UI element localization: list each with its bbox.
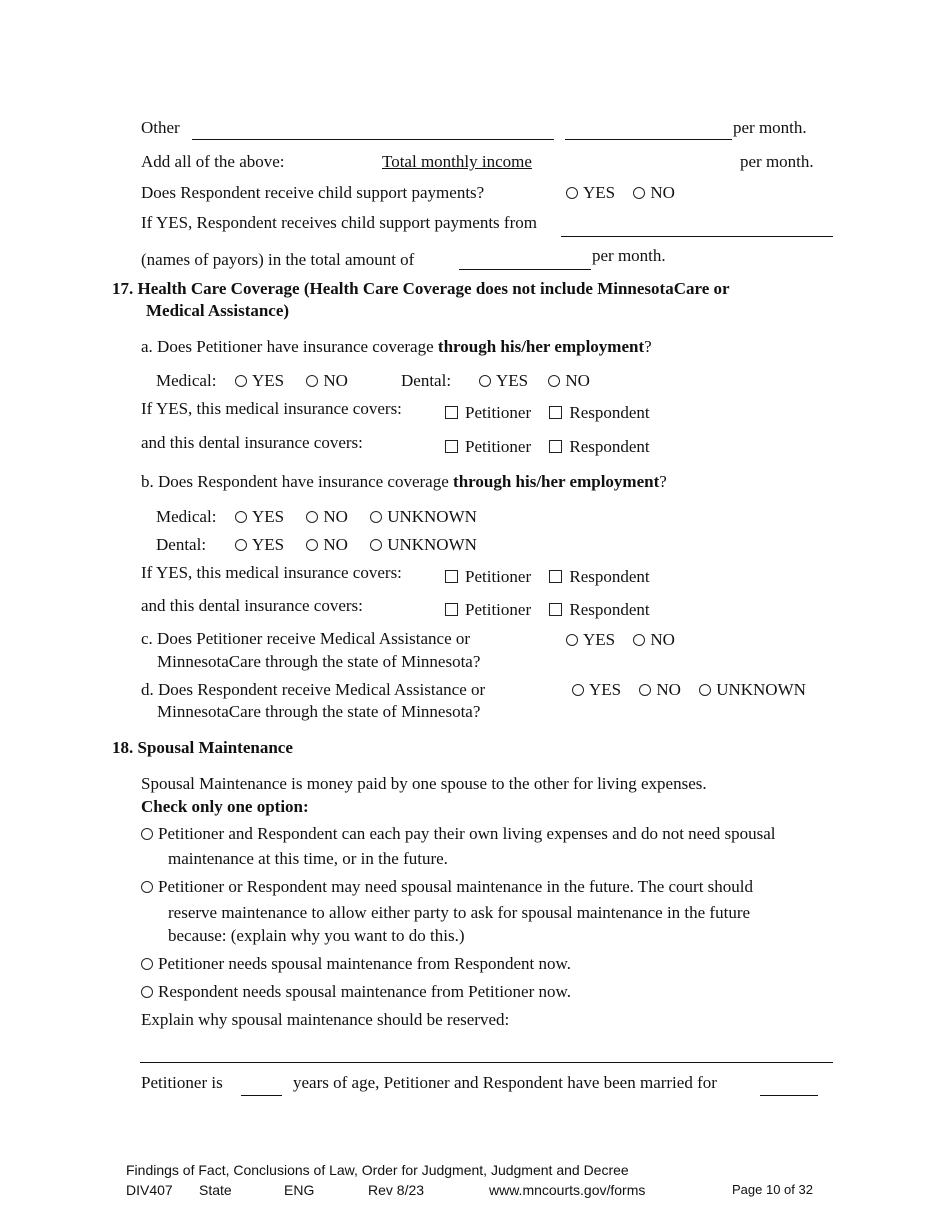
child-support-yes-option[interactable]: YES bbox=[566, 184, 615, 201]
petitioner-dental-no[interactable]: NO bbox=[548, 372, 590, 389]
question-17d-options bbox=[572, 681, 806, 698]
radio-icon[interactable] bbox=[235, 375, 247, 387]
petitioner-dental-label: Dental: bbox=[401, 371, 452, 390]
petitioner-dental-yes[interactable]: YES bbox=[479, 372, 528, 389]
radio-icon[interactable] bbox=[633, 187, 645, 199]
option-respondent-needs[interactable]: Respondent needs spousal maintenance from Petitioner now. bbox=[141, 983, 571, 1000]
question-17c-no[interactable]: NO bbox=[633, 631, 675, 648]
other-income-description-field[interactable] bbox=[192, 139, 554, 140]
explain-reserved-label: Explain why spousal maintenance should be reserved: bbox=[141, 1010, 510, 1029]
medical-covers-respondent[interactable]: Respondent bbox=[549, 404, 649, 421]
question-17b: b. Does Respondent have insurance coverage through his/her employment? bbox=[141, 472, 667, 491]
footer-jurisdiction: State bbox=[199, 1182, 232, 1198]
respondent-dental-covers-options bbox=[445, 601, 650, 618]
footer-language: ENG bbox=[284, 1182, 315, 1198]
respondent-medical-unknown[interactable]: UNKNOWN bbox=[370, 508, 477, 525]
dental-covers-label: and this dental insurance covers: bbox=[141, 433, 363, 452]
respondent-dental-label: Dental: bbox=[156, 535, 207, 554]
checkbox-icon[interactable] bbox=[549, 570, 562, 583]
child-support-amount-field[interactable] bbox=[459, 269, 591, 270]
footer-page-number: Page 10 of 32 bbox=[732, 1182, 813, 1197]
per-month-label: per month. bbox=[592, 246, 666, 265]
dental-covers-petitioner[interactable]: Petitioner bbox=[445, 601, 531, 618]
checkbox-icon[interactable] bbox=[445, 603, 458, 616]
medical-covers-petitioner[interactable]: Petitioner bbox=[445, 404, 531, 421]
radio-icon[interactable] bbox=[370, 539, 382, 551]
child-support-options bbox=[566, 184, 675, 201]
checkbox-icon[interactable] bbox=[445, 570, 458, 583]
option-petitioner-needs[interactable]: Petitioner needs spousal maintenance from Respondent now. bbox=[141, 955, 571, 972]
medical-covers-respondent[interactable]: Respondent bbox=[549, 568, 649, 585]
radio-icon[interactable] bbox=[639, 684, 651, 696]
question-17d-cont: MinnesotaCare through the state of Minnesota? bbox=[157, 702, 481, 721]
radio-icon[interactable] bbox=[306, 375, 318, 387]
option-reserve-maintenance-cont: reserve maintenance to allow either party to ask for spousal maintenance in the future bbox=[168, 903, 751, 922]
check-one-instruction: Check only one option: bbox=[141, 797, 309, 816]
payor-names-field[interactable] bbox=[561, 236, 833, 237]
petitioner-medical-no[interactable]: NO bbox=[306, 372, 348, 389]
radio-icon[interactable] bbox=[141, 828, 153, 840]
checkbox-icon[interactable] bbox=[549, 440, 562, 453]
explain-reserved-field[interactable] bbox=[140, 1062, 833, 1063]
respondent-medical-yes[interactable]: YES bbox=[235, 508, 284, 525]
question-17d-yes[interactable]: YES bbox=[572, 681, 621, 698]
petitioner-medical-options bbox=[235, 372, 348, 389]
section-17-heading-cont: Medical Assistance) bbox=[146, 301, 290, 320]
dental-covers-petitioner[interactable]: Petitioner bbox=[445, 438, 531, 455]
radio-icon[interactable] bbox=[548, 375, 560, 387]
medical-covers-petitioner[interactable]: Petitioner bbox=[445, 568, 531, 585]
section-17-heading: 17. Health Care Coverage (Health Care Coverage does not include MinnesotaCare or bbox=[112, 279, 730, 298]
radio-icon[interactable] bbox=[479, 375, 491, 387]
question-17d: d. Does Respondent receive Medical Assistance or bbox=[141, 680, 486, 699]
option-reserve-maintenance[interactable]: Petitioner or Respondent may need spousal maintenance in the future. The court should bbox=[141, 878, 753, 895]
dental-covers-label: and this dental insurance covers: bbox=[141, 596, 363, 615]
petitioner-medical-yes[interactable]: YES bbox=[235, 372, 284, 389]
radio-icon[interactable] bbox=[141, 958, 153, 970]
checkbox-icon[interactable] bbox=[549, 406, 562, 419]
section-18-heading: 18. Spousal Maintenance bbox=[112, 738, 293, 757]
respondent-dental-no[interactable]: NO bbox=[306, 536, 348, 553]
child-support-question: Does Respondent receive child support payments? bbox=[141, 183, 485, 202]
checkbox-icon[interactable] bbox=[445, 406, 458, 419]
question-17a: a. Does Petitioner have insurance coverage through his/her employment? bbox=[141, 337, 652, 356]
radio-icon[interactable] bbox=[306, 511, 318, 523]
respondent-medical-label: Medical: bbox=[156, 507, 217, 526]
total-monthly-income-label: Total monthly income bbox=[382, 152, 532, 171]
petitioner-dental-covers-options bbox=[445, 438, 650, 455]
spousal-maintenance-description: Spousal Maintenance is money paid by one spouse to the other for living expenses. bbox=[141, 774, 707, 793]
footer-revision: Rev 8/23 bbox=[368, 1182, 425, 1198]
dental-covers-respondent[interactable]: Respondent bbox=[549, 601, 649, 618]
respondent-dental-unknown[interactable]: UNKNOWN bbox=[370, 536, 477, 553]
payors-amount-label: (names of payors) in the total amount of bbox=[141, 250, 415, 269]
footer-title: Findings of Fact, Conclusions of Law, Order for Judgment, Judgment and Decree bbox=[126, 1162, 629, 1178]
question-17c-options bbox=[566, 631, 675, 648]
footer-url[interactable]: www.mncourts.gov/forms bbox=[489, 1182, 646, 1198]
question-17c-yes[interactable]: YES bbox=[566, 631, 615, 648]
question-17c-cont: MinnesotaCare through the state of Minnesota? bbox=[157, 652, 481, 671]
petitioner-age-field[interactable] bbox=[241, 1095, 282, 1096]
option-no-maintenance-cont: maintenance at this time, or in the future. bbox=[168, 849, 448, 868]
radio-icon[interactable] bbox=[633, 634, 645, 646]
respondent-medical-options bbox=[235, 508, 477, 525]
petitioner-medical-covers-options bbox=[445, 404, 650, 421]
petitioner-dental-options bbox=[479, 372, 590, 389]
radio-icon[interactable] bbox=[235, 539, 247, 551]
checkbox-icon[interactable] bbox=[445, 440, 458, 453]
radio-icon[interactable] bbox=[566, 634, 578, 646]
radio-icon[interactable] bbox=[566, 187, 578, 199]
footer-form-id: DIV407 bbox=[126, 1182, 173, 1198]
add-all-label: Add all of the above: bbox=[141, 152, 285, 171]
checkbox-icon[interactable] bbox=[549, 603, 562, 616]
respondent-dental-options bbox=[235, 536, 477, 553]
marriage-length-field[interactable] bbox=[760, 1095, 818, 1096]
option-no-maintenance[interactable]: Petitioner and Respondent can each pay their own living expenses and do not need spousal bbox=[141, 825, 776, 842]
child-support-from-label: If YES, Respondent receives child support payments from bbox=[141, 213, 537, 232]
respondent-medical-no[interactable]: NO bbox=[306, 508, 348, 525]
radio-icon[interactable] bbox=[306, 539, 318, 551]
radio-icon[interactable] bbox=[370, 511, 382, 523]
medical-covers-label: If YES, this medical insurance covers: bbox=[141, 399, 402, 418]
question-17c: c. Does Petitioner receive Medical Assistance or bbox=[141, 629, 471, 648]
petitioner-medical-label: Medical: bbox=[156, 371, 217, 390]
per-month-label: per month. bbox=[733, 118, 807, 137]
petitioner-age-label: Petitioner is bbox=[141, 1073, 223, 1092]
radio-icon[interactable] bbox=[572, 684, 584, 696]
option-reserve-maintenance-cont2: because: (explain why you want to do this.) bbox=[168, 926, 465, 945]
married-for-label: years of age, Petitioner and Respondent have been married for bbox=[293, 1073, 717, 1092]
radio-icon[interactable] bbox=[235, 511, 247, 523]
radio-icon[interactable] bbox=[141, 986, 153, 998]
other-income-label: Other bbox=[141, 118, 180, 137]
respondent-medical-covers-options bbox=[445, 568, 650, 585]
radio-icon[interactable] bbox=[699, 684, 711, 696]
radio-icon[interactable] bbox=[141, 881, 153, 893]
question-17d-no[interactable]: NO bbox=[639, 681, 681, 698]
respondent-dental-yes[interactable]: YES bbox=[235, 536, 284, 553]
other-income-amount-field[interactable] bbox=[565, 139, 732, 140]
per-month-label: per month. bbox=[740, 152, 814, 171]
medical-covers-label: If YES, this medical insurance covers: bbox=[141, 563, 402, 582]
question-17d-unknown[interactable]: UNKNOWN bbox=[699, 681, 806, 698]
child-support-no-option[interactable]: NO bbox=[633, 184, 675, 201]
dental-covers-respondent[interactable]: Respondent bbox=[549, 438, 649, 455]
